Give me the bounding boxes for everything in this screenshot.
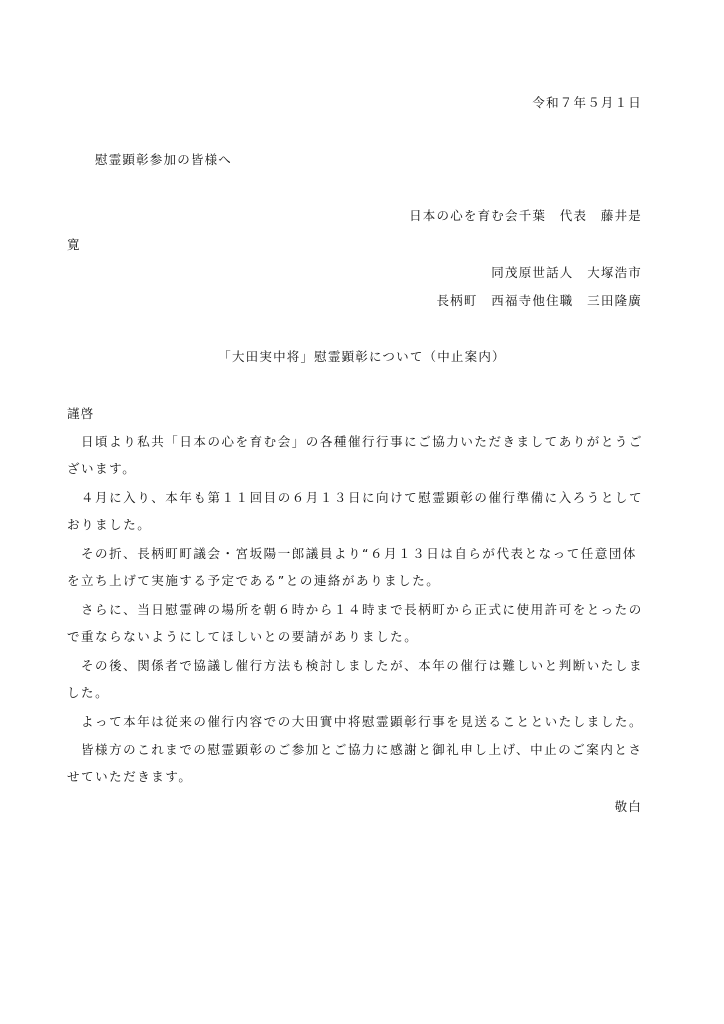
body-paragraph-2: ４月に入り、本年も第１１回目の６月１３日に向けて慰霊顕彰の催行準備に入ろうとしておりました。: [67, 490, 644, 532]
opening-salutation: 謹啓: [67, 406, 95, 421]
sender-line-1: 日本の心を育む会千葉 代表 藤井是: [409, 208, 642, 223]
closing-salutation: 敬白: [614, 799, 642, 814]
body-paragraph-1: 日頃より私共「日本の心を育む会」の各種催行行事にご協力いただきましてありがとうございます。: [67, 434, 644, 476]
body-paragraph-6: よって本年は従来の催行内容での大田實中将慰霊顕彰行事を見送ることといたしました。: [81, 714, 644, 729]
body-paragraph-4: さらに、当日慰霊碑の場所を朝６時から１４時まで長柄町から正式に使用許可をとったので重ならないようにしてほしいとの要請がありました。: [67, 602, 643, 644]
sender-line-1-wrap: 寛: [67, 237, 81, 252]
letter-subject: 「大田実中将」慰霊顕彰について（中止案内）: [218, 349, 506, 364]
addressee: 慰霊顕彰参加の皆様へ: [95, 152, 233, 167]
sender-line-2: 同茂原世話人 大塚浩市: [491, 265, 642, 280]
sender-line-3: 長柄町 西福寺他住職 三田隆廣: [436, 293, 642, 308]
letter-date: 令和７年５月１日: [532, 95, 642, 110]
body-paragraph-5: その後、関係者で協議し催行方法も検討しましたが、本年の催行は難しいと判断いたしました。: [67, 658, 644, 700]
body-paragraph-7: 皆様方のこれまでの慰霊顕彰のご参加とご協力に感謝と御礼申し上げ、中止のご案内とさせていただきます。: [67, 742, 643, 784]
body-paragraph-3: その折、長柄町町議会・宮坂陽一郎議員より“６月１３日は自らが代表となって任意団体を立ち上げて実施する予定である”との連絡がありました。: [67, 546, 637, 588]
